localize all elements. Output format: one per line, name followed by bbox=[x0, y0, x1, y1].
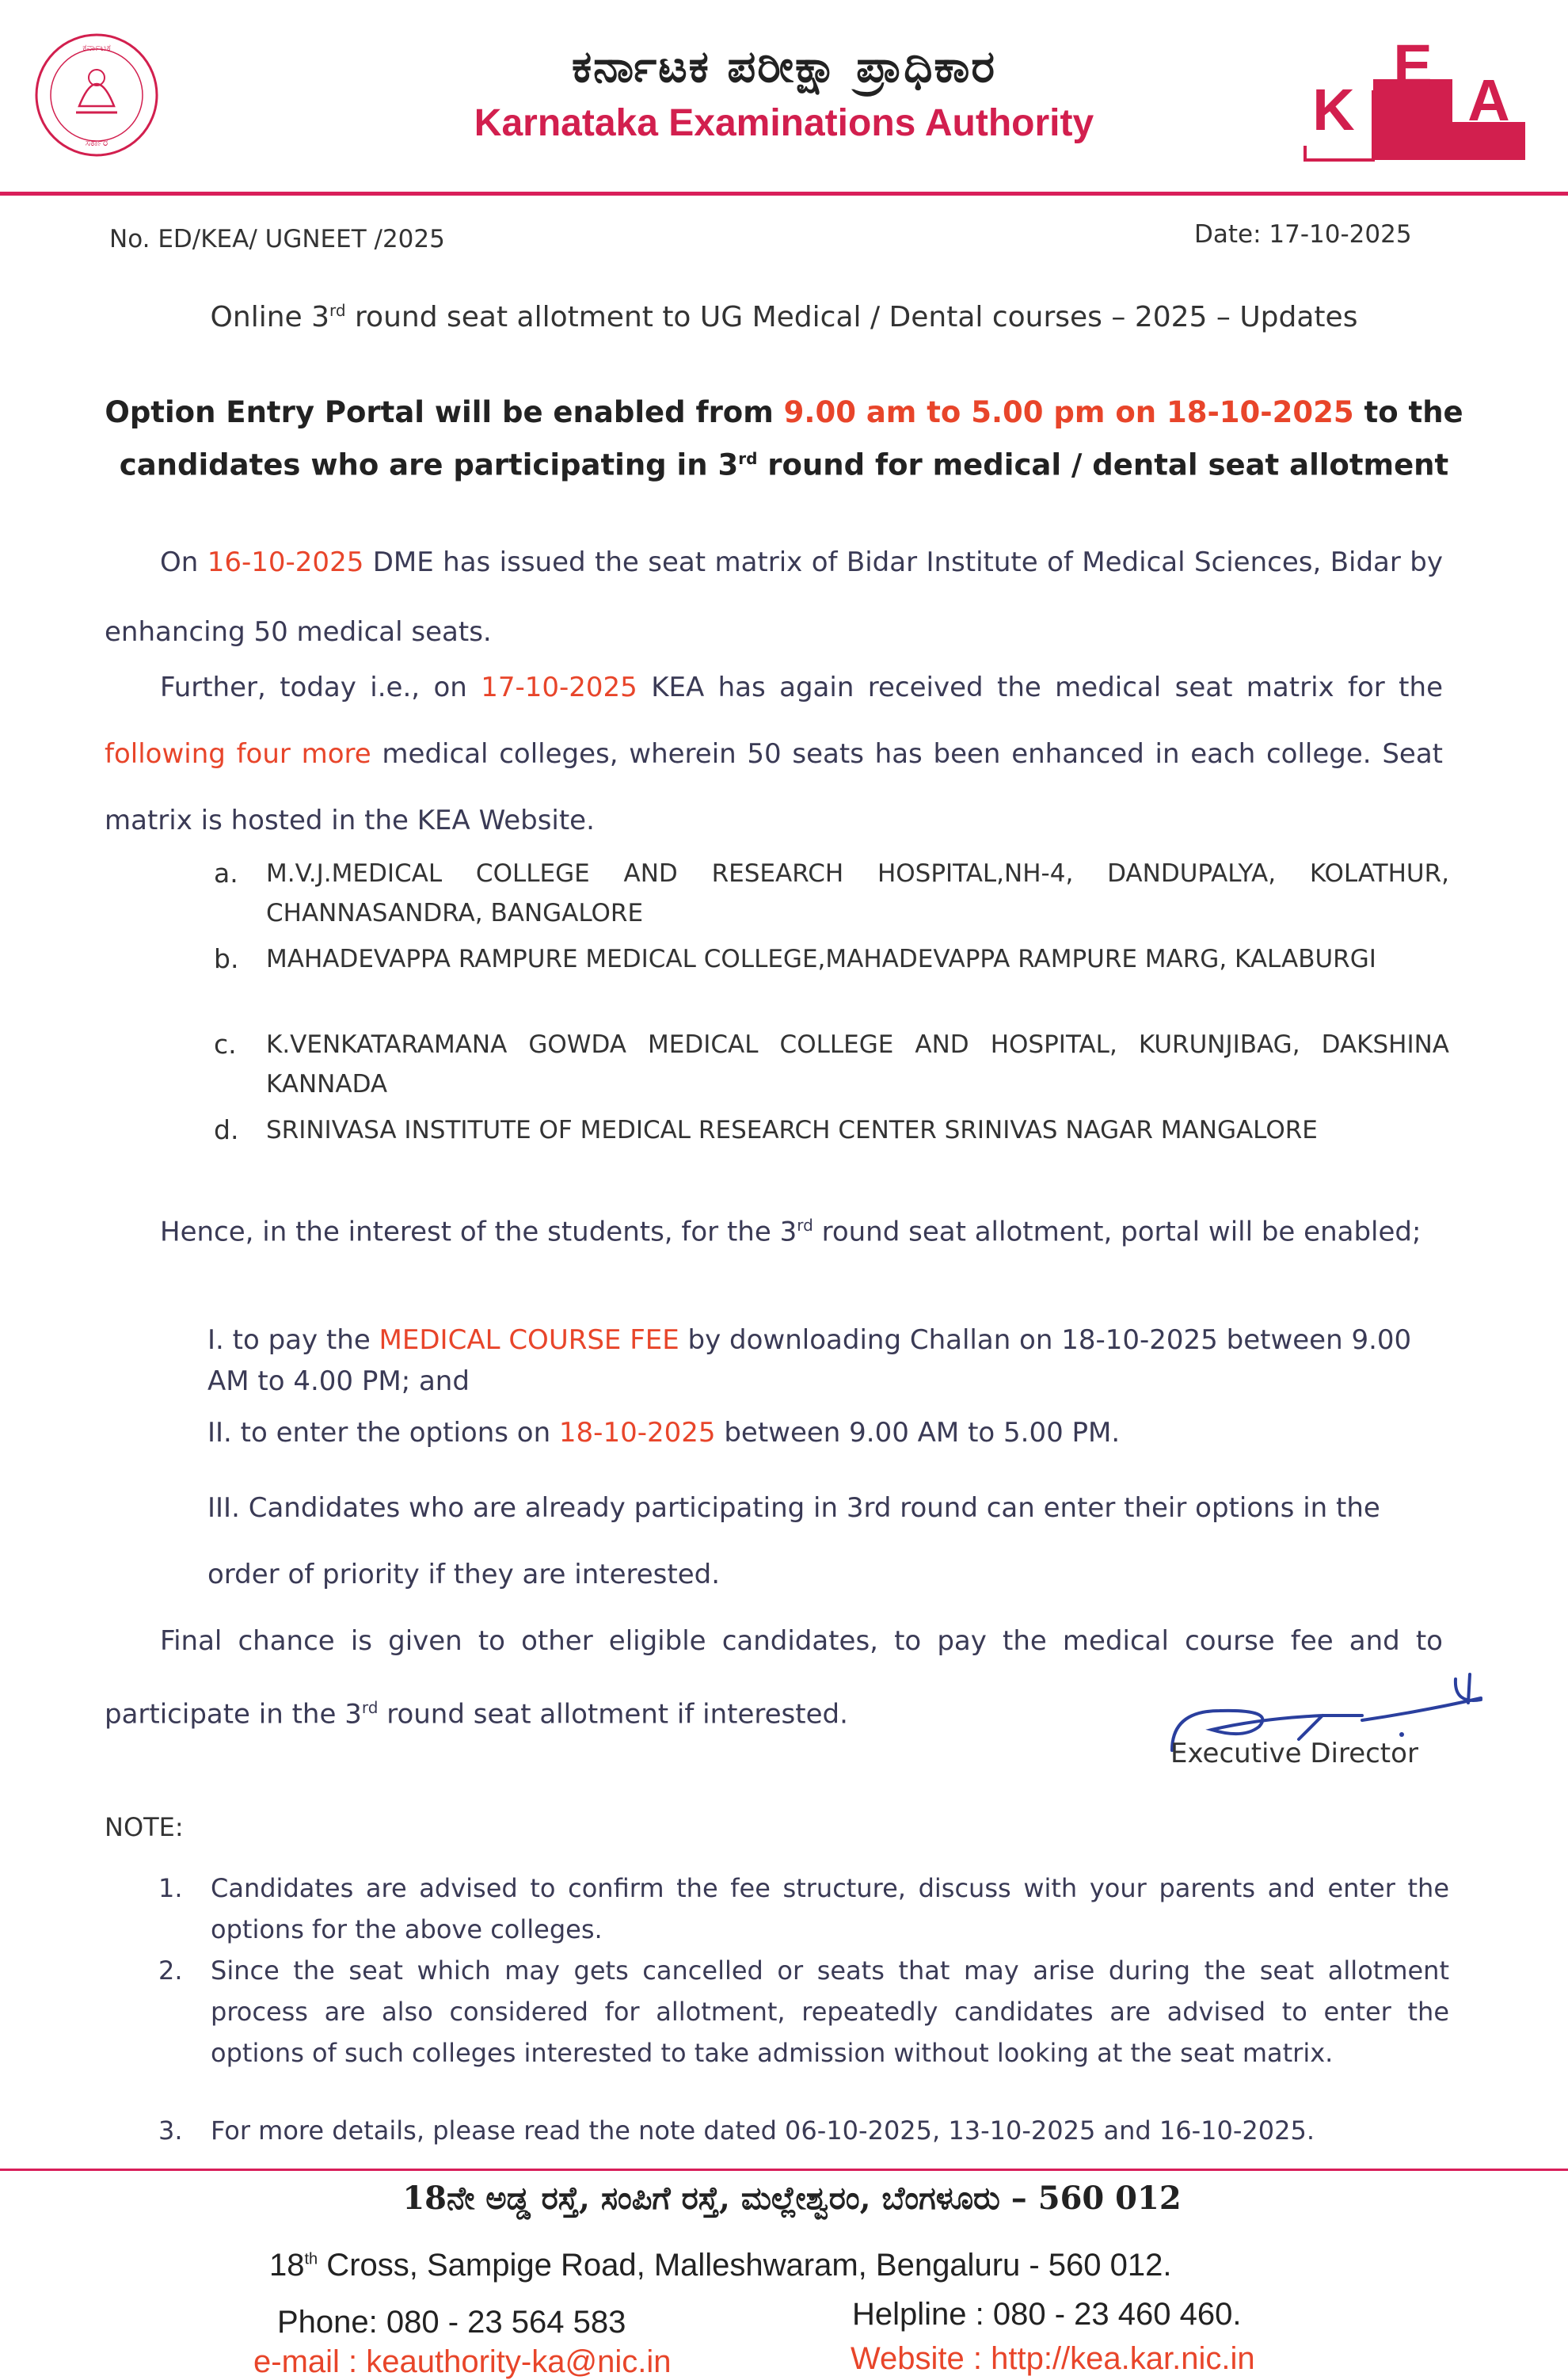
footer-divider bbox=[0, 2169, 1568, 2171]
para1-pre: On bbox=[160, 546, 207, 578]
para4-post: round seat allotment if interested. bbox=[378, 1698, 848, 1731]
subject-sup: rd bbox=[329, 301, 346, 320]
para3-post: round seat allotment, portal will be enabled; bbox=[813, 1216, 1421, 1248]
list-marker: a. bbox=[214, 858, 238, 889]
paragraph-3 bbox=[105, 1191, 1443, 1266]
college-name: MAHADEVAPPA RAMPURE MEDICAL COLLEGE,MAHADEVAPPA RAMPURE MARG, KALABURGI bbox=[266, 945, 1376, 973]
logo-letter-e: E bbox=[1393, 35, 1433, 98]
note-item bbox=[158, 2110, 1449, 2151]
para3-pre: Hence, in the interest of the students, for the 3 bbox=[160, 1216, 797, 1248]
note-text: Since the seat which may gets cancelled or seats that may arise during the seat allotment process are also considered for allotment, repeatedly candidates are advised to enter the options of such colleges interested to take admission without looking at the seat matrix. bbox=[211, 1955, 1449, 2068]
para2-pre: Further, today i.e., on bbox=[160, 672, 481, 703]
kea-logo bbox=[1299, 35, 1528, 162]
para4-pre: Final chance is given to other eligible candidates, to pay the medical course fee and to participate in the 3 bbox=[105, 1625, 1443, 1731]
note-item bbox=[158, 1868, 1449, 1950]
step-marker: II. bbox=[207, 1417, 232, 1449]
step-i bbox=[207, 1319, 1443, 1402]
step-iii-text: Candidates who are already participating in 3rd round can enter their options in the order of priority if they are interested. bbox=[207, 1492, 1380, 1590]
note-item bbox=[158, 1950, 1449, 2073]
footer-email-link[interactable]: e-mail : keauthority-ka@nic.in bbox=[253, 2344, 672, 2379]
reference-number: No. ED/KEA/ UGNEET /2025 bbox=[109, 225, 445, 253]
list-marker: b. bbox=[214, 943, 239, 974]
step-marker: I. bbox=[207, 1324, 224, 1356]
para2-highlight: following four more bbox=[105, 738, 371, 770]
para3-sup: rd bbox=[797, 1216, 813, 1235]
list-item bbox=[214, 939, 1449, 979]
government-seal-icon bbox=[32, 30, 162, 160]
headline-sup: rd bbox=[738, 449, 758, 468]
header-divider bbox=[0, 192, 1568, 196]
para1-post: DME has issued the seat matrix of Bidar Institute of Medical Sciences, Bidar by enhancing 50 medical seats. bbox=[105, 546, 1443, 648]
headline-pre: Option Entry Portal will be enabled from bbox=[105, 395, 784, 429]
subject-pre: Online 3 bbox=[210, 301, 330, 333]
footer-helpline: Helpline : 080 - 23 460 460. bbox=[852, 2297, 1242, 2332]
step-ii-date: 18-10-2025 bbox=[558, 1417, 716, 1449]
title-kannada: ಕರ್ನಾಟಕ ಪರೀಕ್ಷಾ ಪ್ರಾಧಿಕಾರ bbox=[571, 41, 996, 93]
subject-line bbox=[79, 301, 1489, 333]
logo-letter-k: K bbox=[1312, 77, 1355, 143]
footer-website-link[interactable]: Website : http://kea.kar.nic.in bbox=[851, 2341, 1255, 2376]
list-marker: c. bbox=[214, 1029, 237, 1060]
step-i-highlight: MEDICAL COURSE FEE bbox=[379, 1324, 679, 1356]
signatory-title: Executive Director bbox=[1170, 1738, 1418, 1769]
para2-date: 17-10-2025 bbox=[481, 672, 637, 703]
college-name: M.V.J.MEDICAL COLLEGE AND RESEARCH HOSPITAL,NH-4, DANDUPALYA, KOLATHUR, CHANNASANDRA, BANGALORE bbox=[266, 859, 1449, 927]
step-iii bbox=[207, 1475, 1443, 1608]
headline-mid: to the candidates who are participating in 3 bbox=[119, 395, 1463, 482]
para1-date: 16-10-2025 bbox=[207, 546, 364, 578]
college-name: K.VENKATARAMANA GOWDA MEDICAL COLLEGE AND HOSPITAL, KURUNJIBAG, DAKSHINA KANNADA bbox=[266, 1030, 1449, 1099]
footer-phone: Phone: 080 - 23 564 583 bbox=[277, 2305, 626, 2340]
note-number: 3. bbox=[158, 2115, 183, 2146]
college-name: SRINIVASA INSTITUTE OF MEDICAL RESEARCH CENTER SRINIVAS NAGAR MANGALORE bbox=[266, 1116, 1318, 1144]
para4-sup: rd bbox=[361, 1698, 379, 1717]
address-pre: 18 bbox=[269, 2248, 305, 2283]
note-text: Candidates are advised to confirm the fee structure, discuss with your parents and enter the options for the above colleges. bbox=[211, 1873, 1449, 1944]
step-ii bbox=[207, 1410, 1443, 1456]
list-item bbox=[214, 1110, 1449, 1150]
para2-mid: KEA has again received the medical seat matrix for the bbox=[637, 672, 1443, 703]
footer-address-kannada: 18ನೇ ಅಡ್ಡ ರಸ್ತೆ, ಸಂಪಿಗೆ ರಸ್ತೆ, ಮಲ್ಲೇಶ್ವರಂ, ಬೆಂಗಳೂರು – 560 012 bbox=[402, 2180, 1182, 2217]
seal-text-top: ಕರ್ನಾಟಕ bbox=[82, 42, 111, 53]
headline-highlight: 9.00 am to 5.00 pm on 18-10-2025 bbox=[783, 395, 1354, 429]
step-i-pre: to pay the bbox=[223, 1324, 379, 1356]
step-marker: III. bbox=[207, 1492, 240, 1524]
paragraph-1 bbox=[105, 527, 1443, 667]
step-ii-post: between 9.00 AM to 5.00 PM. bbox=[715, 1417, 1121, 1449]
title-english: Karnataka Examinations Authority bbox=[474, 102, 1094, 144]
note-text: For more details, please read the note dated 06-10-2025, 13-10-2025 and 16-10-2025. bbox=[211, 2115, 1315, 2146]
footer-address bbox=[269, 2248, 1172, 2283]
note-number: 2. bbox=[158, 1955, 183, 1986]
list-item bbox=[214, 1025, 1449, 1104]
seal-text-bottom: ಸರ್ಕಾರ bbox=[85, 137, 108, 148]
address-post: Cross, Sampige Road, Malleshwaram, Bengaluru - 560 012. bbox=[318, 2248, 1172, 2283]
para2-post: medical colleges, wherein 50 seats has been enhanced in each college. Seat matrix is hosted in the KEA Website. bbox=[105, 738, 1443, 836]
headline-post: round for medical / dental seat allotment bbox=[757, 447, 1449, 482]
subject-post: round seat allotment to UG Medical / Dental courses – 2025 – Updates bbox=[345, 301, 1358, 333]
step-i-post: by downloading Challan on 18-10-2025 between 9.00 AM to 4.00 PM; and bbox=[207, 1324, 1412, 1397]
note-number: 1. bbox=[158, 1873, 183, 1903]
step-ii-pre: to enter the options on bbox=[231, 1417, 559, 1449]
logo-letter-a: A bbox=[1467, 67, 1510, 133]
headline bbox=[95, 390, 1473, 488]
list-item bbox=[214, 854, 1449, 933]
note-title: NOTE: bbox=[105, 1812, 184, 1842]
address-sup: th bbox=[304, 2250, 318, 2268]
list-marker: d. bbox=[214, 1114, 239, 1145]
document-date: Date: 17-10-2025 bbox=[1194, 220, 1412, 249]
paragraph-2 bbox=[105, 654, 1443, 854]
